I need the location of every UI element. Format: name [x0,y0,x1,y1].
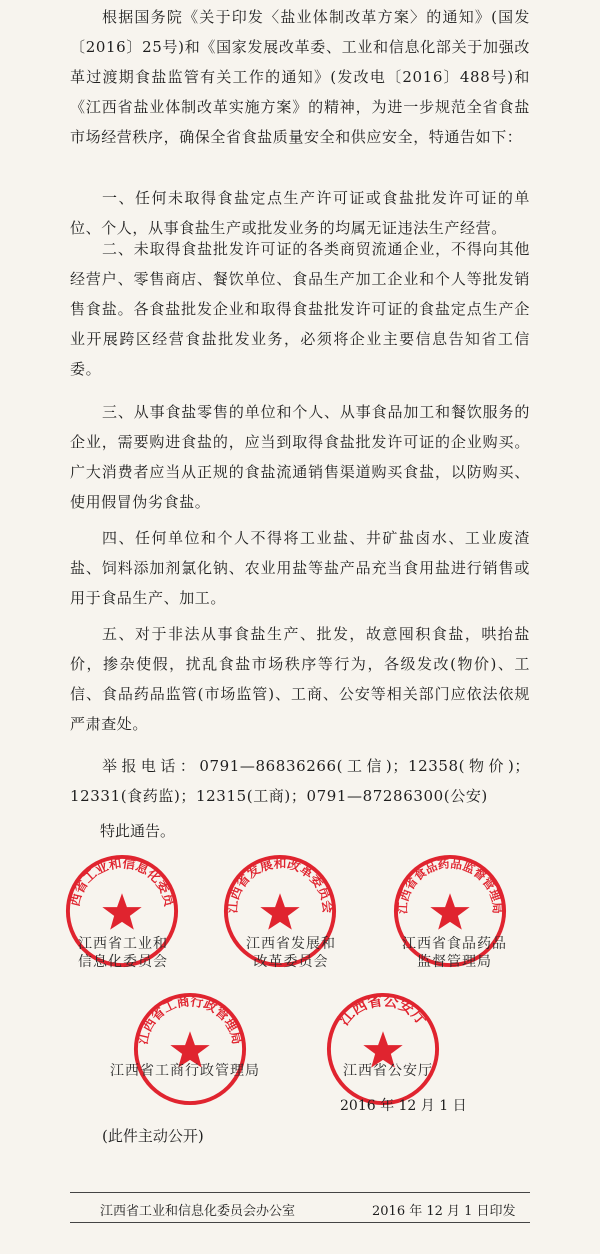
item-4-paragraph: 四、任何单位和个人不得将工业盐、井矿盐卤水、工业废渣盐、饲料添加剂氯化钠、农业用盐等盐产品充当食用盐进行销售或用于食品生产、加工。 [70,529,530,607]
seal-ring-text: 江西省食品药品监督管理局 [395,856,505,915]
item-3-paragraph: 三、从事食盐零售的单位和个人、从事食品加工和餐饮服务的企业，需要购进食盐的，应当到取得食盐批发许可证的企业购买。广大消费者应当从正规的食盐流通销售渠道购买食盐，以防购买、使用假冒伪劣食盐。 [70,403,530,511]
sign-date: 2016 年 12 月 1 日 [340,1098,467,1114]
seal-ring-text: 江西省工商行政管理局 [135,994,245,1046]
svg-text:江西省公安厅 [335,992,430,1029]
seal-ring-text: 西省工业和信息化委员 [67,856,177,908]
star-icon [102,893,141,929]
star-icon [260,893,299,929]
item-1-paragraph: 一、任何未取得食盐定点生产许可证或食盐批发许可证的单位、个人，从事食盐生产或批发业务的均属无证违法生产经营。 [70,189,530,237]
seal-public-security-department [324,990,442,1108]
public-disclosure-note: (此件主动公开) [102,1127,204,1145]
seal-ring-text: 江西省公安厅 [335,992,431,1029]
seal-caption-4: 江西省工商行政管理局 [110,1063,260,1079]
seal-ring-text: 江西省发展和改革委员会 [225,856,335,914]
footer-bottom-rule [70,1222,530,1223]
hotline-paragraph: 举报电话：0791—86836266(工信)；12358(物价)；12331(食药监)；12315(工商)；0791—87286300(公安) [70,757,530,805]
seal-caption-1: 江西省工业和 信息化委员会 [78,936,168,970]
footer-top-rule [70,1192,530,1193]
intro-paragraph: 根据国务院《关于印发〈盐业体制改革方案〉的通知》(国发〔2016〕25号)和《国家发展改革委、工业和信息化部关于加强改革过渡期食盐监管有关工作的通知》(发改电〔2016〕488号)和《江西省盐业体制改革实施方案》的精神，为进一步规范全省食盐市场经营秩序，确保全省食盐质量安全和供应安全，特通告如下： [70,8,530,146]
item-5-paragraph: 五、对于非法从事食盐生产、批发，故意囤积食盐，哄抬盐价，掺杂使假，扰乱食盐市场秩序等行为，各级发改(物价)、工信、食品药品监管(市场监管)、工商、公安等相关部门应依法依规严肃查处。 [70,625,530,733]
seal-caption-3: 江西省食品药品 监督管理局 [402,936,507,970]
closing-text: 特此通告。 [100,822,176,840]
seal-caption-5: 江西省公安厅 [343,1063,433,1079]
star-icon [430,893,469,929]
footer-issuing-office: 江西省工业和信息化委员会办公室 [100,1204,296,1219]
item-2-paragraph: 二、未取得食盐批发许可证的各类商贸流通企业，不得向其他经营户、零售商店、餐饮单位、食品生产加工企业和个人等批发销售食盐。各食盐批发企业和取得食盐批发许可证的食盐定点生产企业开展跨区经营食盐批发业务，必须将企业主要信息告知省工信委。 [70,240,530,378]
seal-industry-commerce-administration [131,990,249,1108]
seal-caption-2: 江西省发展和 改革委员会 [246,936,336,970]
footer-print-date: 2016 年 12 月 1 日印发 [372,1204,516,1219]
